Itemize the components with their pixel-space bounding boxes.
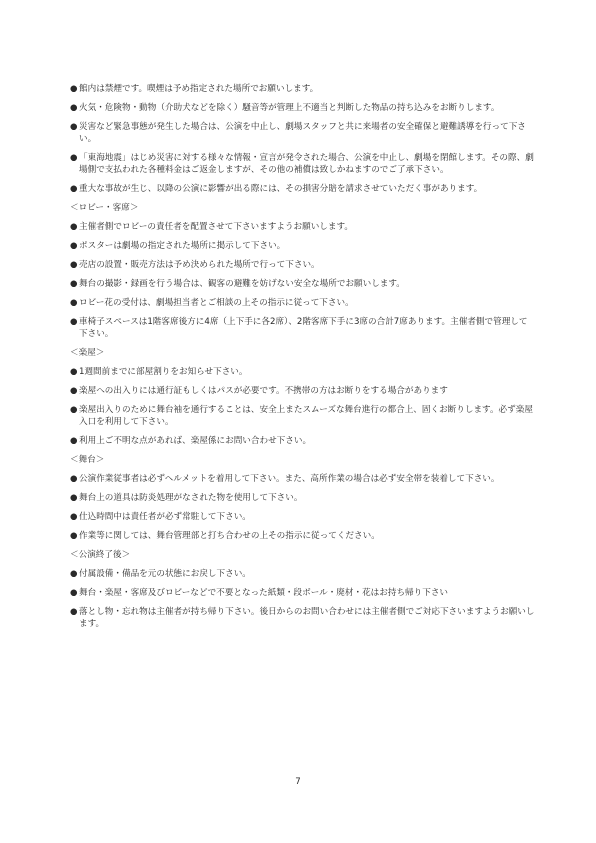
- bullet-text: 館内は禁煙です。喫煙は予め指定された場所でお願いします。: [79, 84, 319, 94]
- bullet-item: [70, 568, 536, 580]
- bullet-text: 舞台上の道具は防炎処理がなされた物を使用して下さい。: [79, 493, 303, 503]
- bullet-item: [70, 473, 536, 485]
- bullet-item: [70, 587, 536, 599]
- bullet-item: [70, 511, 536, 523]
- bullet-dot-icon: ●: [70, 367, 78, 377]
- bullet-item: [70, 102, 536, 114]
- bullet-dot-icon: ●: [70, 84, 78, 94]
- bullet-text: 舞台・楽屋・客席及びロビーなどで不要となった紙類・段ボール・廃材・花はお持ち帰り下さい: [79, 588, 449, 598]
- bullet-item: [70, 492, 536, 504]
- bullet-dot-icon: ●: [70, 405, 78, 415]
- bullet-text: 火気・危険物・動物（介助犬などを除く）騒音等が管理上不適当と判断した物品の持ち込みをお断りします。: [79, 103, 500, 113]
- bullet-dot-icon: ●: [70, 279, 78, 289]
- bullet-text: 楽屋への出入りには通行証もしくはパスが必要です。不携帯の方はお断りをする場合があります: [79, 386, 448, 396]
- bullet-text: ロビー花の受付は、劇場担当者とご相談の上その指示に従って下さい。: [79, 298, 354, 308]
- bullet-text: 主催者側でロビーの責任者を配置させて下さいますようお願いします。: [79, 222, 353, 232]
- bullet-item: [70, 259, 536, 271]
- bullet-dot-icon: ●: [70, 512, 78, 522]
- document-section: [70, 549, 536, 630]
- bullet-dot-icon: ●: [70, 569, 78, 579]
- bullet-item: [70, 435, 536, 447]
- sections-container: [70, 202, 536, 630]
- bullet-dot-icon: ●: [70, 122, 78, 132]
- bullet-item: [70, 152, 536, 176]
- bullet-dot-icon: ●: [70, 241, 78, 251]
- section-heading: ＜楽屋＞: [70, 348, 105, 358]
- bullet-text: 舞台の撮影・録画を行う場合は、観客の避難を妨げない安全な場所でお願いします。: [79, 279, 405, 289]
- bullet-dot-icon: ●: [70, 222, 78, 232]
- document-content: [70, 83, 536, 637]
- bullet-dot-icon: ●: [70, 386, 78, 396]
- bullet-item: [70, 316, 536, 340]
- bullet-text: 「東海地震」はじめ災害に対する様々な情報・宣言が発令された場合、公演を中止し、劇場を閉館します。その際、劇場側で支払われた各種料金はご返金しますが、その他の補償は致しかねますのでご了承下さい。: [79, 153, 534, 175]
- section-heading: ＜ロビー・客席＞: [70, 203, 139, 213]
- intro-section: [70, 83, 536, 195]
- bullet-text: 1週間前までに部屋割りをお知らせ下さい。: [79, 367, 248, 377]
- bullet-dot-icon: ●: [70, 607, 78, 617]
- bullet-text: 災害など緊急事態が発生した場合は、公演を中止し、劇場スタッフと共に来場者の安全確保と避難誘導を行って下さい。: [79, 122, 526, 144]
- page-number: 7: [295, 777, 301, 787]
- bullet-text: 楽屋出入りのために舞台袖を通行することは、安全上またスムーズな舞台進行の都合上、固くお断りします。必ず楽屋入口を利用して下さい。: [79, 405, 533, 427]
- bullet-item: [70, 221, 536, 233]
- bullet-item: [70, 278, 536, 290]
- document-section: [70, 347, 536, 447]
- bullet-dot-icon: ●: [70, 531, 78, 541]
- bullet-text: 作業等に関しては、舞台管理部と打ち合わせの上その指示に従ってください。: [79, 531, 380, 541]
- bullet-item: [70, 183, 536, 195]
- document-section: [70, 202, 536, 340]
- bullet-item: [70, 530, 536, 542]
- bullet-dot-icon: ●: [70, 317, 78, 327]
- bullet-text: 仕込時間中は責任者が必ず常駐して下さい。: [79, 512, 251, 522]
- bullet-dot-icon: ●: [70, 298, 78, 308]
- bullet-text: 公演作業従事者は必ずヘルメットを着用して下さい。また、高所作業の場合は必ず安全帯を装着して下さい。: [79, 474, 500, 484]
- bullet-text: 重大な事故が生じ、以降の公演に影響が出る際には、その損害分賠を請求させていただく事があります。: [79, 184, 483, 194]
- bullet-text: 車椅子スペースは1階客席後方に4席（上下手に各2席）、2階客席下手に3席の合計7席あります。主催者側で管理して下さい。: [79, 317, 528, 339]
- bullet-text: 落とし物・忘れ物は主催者が持ち帰り下さい。後日からのお問い合わせには主催者側でご対応下さいますようお願いします。: [79, 607, 535, 629]
- bullet-item: [70, 240, 536, 252]
- bullet-dot-icon: ●: [70, 474, 78, 484]
- bullet-dot-icon: ●: [70, 436, 78, 446]
- bullet-text: 売店の設置・販売方法は予め決められた場所で行って下さい。: [79, 260, 320, 270]
- bullet-item: [70, 297, 536, 309]
- section-heading: ＜舞台＞: [70, 455, 105, 465]
- bullet-dot-icon: ●: [70, 184, 78, 194]
- bullet-item: [70, 385, 536, 397]
- bullet-text: 付属設備・備品を元の状態にお戻し下さい。: [79, 569, 251, 579]
- bullet-dot-icon: ●: [70, 153, 78, 163]
- section-heading: ＜公演終了後＞: [70, 550, 131, 560]
- bullet-dot-icon: ●: [70, 493, 78, 503]
- bullet-item: [70, 404, 536, 428]
- bullet-dot-icon: ●: [70, 260, 78, 270]
- bullet-dot-icon: ●: [70, 588, 78, 598]
- bullet-text: 利用上ご不明な点があれば、楽屋係にお問い合わせ下さい。: [79, 436, 312, 446]
- bullet-dot-icon: ●: [70, 103, 78, 113]
- bullet-item: [70, 606, 536, 630]
- bullet-item: [70, 366, 536, 378]
- bullet-text: ポスターは劇場の指定された場所に掲示して下さい。: [79, 241, 286, 251]
- document-section: [70, 454, 536, 542]
- bullet-item: [70, 121, 536, 145]
- bullet-item: [70, 83, 536, 95]
